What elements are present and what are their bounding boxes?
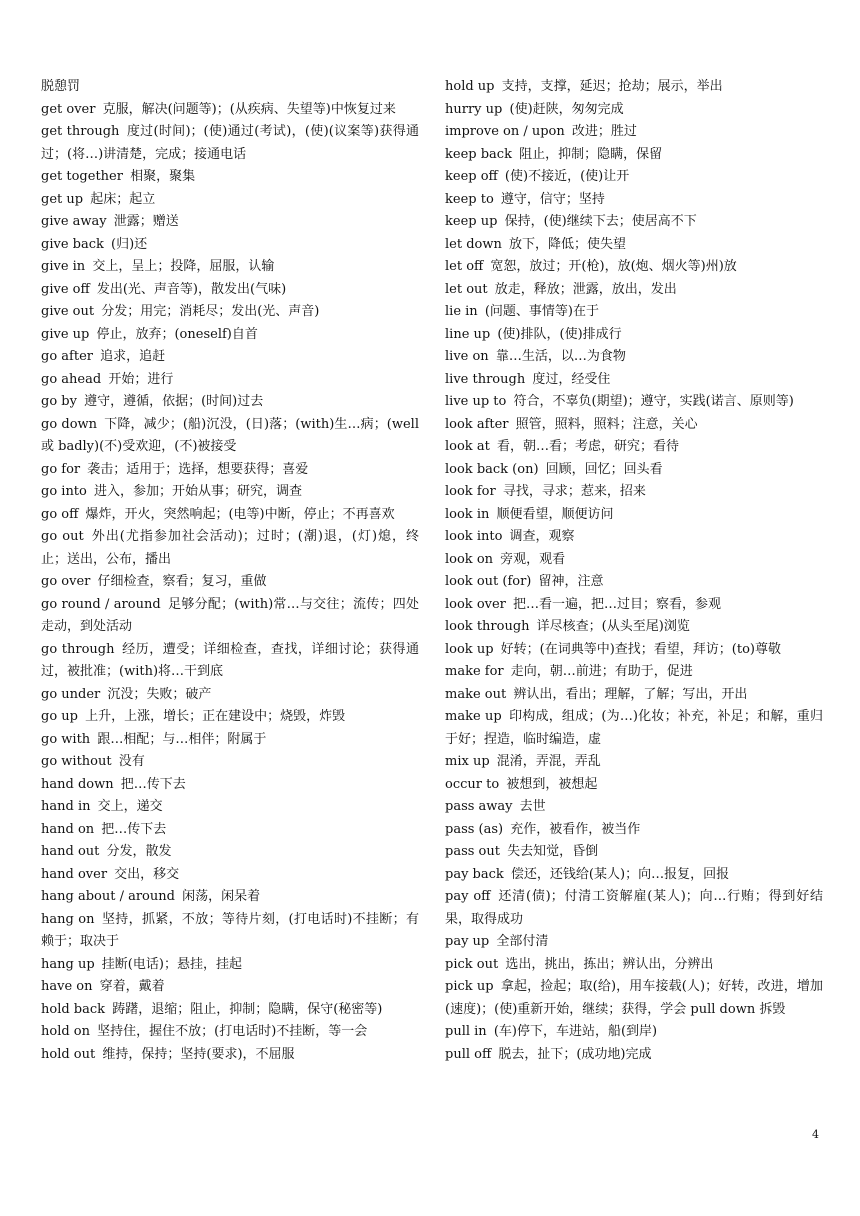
dictionary-entry bbox=[41, 121, 419, 166]
entry-definition: (使)排队，(使)排成行 bbox=[497, 326, 622, 342]
entry-definition: 克服，解决(问题等)；(从疾病、失望等)中恢复过来 bbox=[102, 101, 396, 117]
entry-definition: 宽恕，放过；开(枪)，放(炮、烟火等)州)放 bbox=[490, 259, 737, 274]
entry-term: go over bbox=[41, 574, 91, 589]
entry-term: give off bbox=[41, 281, 90, 297]
entry-definition: 进入，参加；开始从事；研究，调查 bbox=[94, 484, 303, 499]
entry-term: live through bbox=[445, 371, 526, 387]
entry-term: look up bbox=[445, 641, 494, 657]
dictionary-entry bbox=[41, 189, 419, 212]
entry-definition: 调查，观察 bbox=[509, 529, 575, 544]
entry-definition: 选出，挑出，拣出；辨认出，分辨出 bbox=[505, 956, 714, 972]
entry-term: look at bbox=[445, 439, 490, 454]
dictionary-entry bbox=[41, 639, 419, 684]
entry-definition: 拿起，捡起；取(给)，用车接载(人)；好转，改进，增加(速度)；(使)重新开始，继续；获得，学会 pull down 拆毁 bbox=[445, 979, 823, 1017]
entry-definition: 详尽核查；(从头至尾)浏览 bbox=[536, 619, 690, 634]
entry-definition: 把…传下去 bbox=[120, 776, 186, 792]
entry-term: hand out bbox=[41, 844, 100, 859]
dictionary-entry bbox=[445, 166, 823, 189]
dictionary-entry bbox=[41, 1021, 419, 1044]
entry-term: mix up bbox=[445, 754, 490, 769]
dictionary-entry bbox=[445, 121, 823, 144]
entry-term: look for bbox=[445, 484, 496, 499]
entry-term: look through bbox=[445, 619, 530, 634]
entry-definition: 放下，降低；使失望 bbox=[509, 236, 627, 252]
entry-definition: 符合，不辜负(期望)；遵守，实践(诺言、原则等) bbox=[513, 394, 794, 409]
dictionary-entry bbox=[41, 301, 419, 324]
entry-definition: 把…看一遍，把…过目；察看，参观 bbox=[513, 596, 722, 612]
dictionary-entry bbox=[445, 76, 823, 99]
dictionary-entry bbox=[41, 99, 419, 122]
entry-definition: 印构成，组成；(为…)化妆；补充，补足；和解，重归于好；捏造，临时编造，虚 bbox=[445, 709, 823, 747]
entry-term: hold out bbox=[41, 1046, 96, 1062]
dictionary-entry bbox=[41, 684, 419, 707]
dictionary-entry bbox=[445, 234, 823, 257]
entry-definition: (车)停下，车进站，船(到岸) bbox=[493, 1024, 658, 1039]
dictionary-entry bbox=[445, 144, 823, 167]
entry-term: pass (as) bbox=[445, 821, 504, 837]
dictionary-entry bbox=[41, 1044, 419, 1067]
entry-term: go out bbox=[41, 529, 84, 544]
dictionary-entry bbox=[41, 481, 419, 504]
dictionary-entry bbox=[445, 99, 823, 122]
entry-definition: 走向，朝…前进；有助于，促进 bbox=[510, 664, 693, 679]
dictionary-entry bbox=[445, 796, 823, 819]
entry-term: make up bbox=[445, 709, 502, 724]
entry-definition: 混淆，弄混，弄乱 bbox=[496, 754, 601, 769]
dictionary-entry bbox=[445, 211, 823, 234]
dictionary-entry bbox=[41, 751, 419, 774]
entry-definition: 度过，经受住 bbox=[532, 371, 611, 387]
dictionary-entry bbox=[41, 594, 419, 639]
entry-term: pull off bbox=[445, 1046, 492, 1062]
entry-definition: (使)赶陕，匆匆完成 bbox=[509, 101, 624, 117]
entry-definition: 沉没；失败；破产 bbox=[107, 686, 212, 702]
dictionary-entry bbox=[445, 391, 823, 414]
dictionary-entry bbox=[41, 796, 419, 819]
entry-term: go after bbox=[41, 349, 93, 364]
dictionary-entry bbox=[445, 504, 823, 527]
entry-definition: 分发，散发 bbox=[106, 844, 172, 859]
entry-definition: 去世 bbox=[519, 799, 546, 814]
entry-term: pay back bbox=[445, 866, 504, 882]
dictionary-entry bbox=[445, 886, 823, 931]
dictionary-entry bbox=[41, 234, 419, 257]
dictionary-entry bbox=[445, 436, 823, 459]
dictionary-entry bbox=[41, 369, 419, 392]
entry-term: pick up bbox=[445, 979, 494, 994]
entry-definition: 遵守，遵循，依据；(时间)过去 bbox=[84, 394, 264, 409]
entry-term: keep back bbox=[445, 146, 512, 162]
entry-term: make out bbox=[445, 686, 507, 702]
page-number: 4 bbox=[812, 1128, 819, 1141]
dictionary-entry bbox=[445, 414, 823, 437]
entry-definition: 顺便看望，顺便访问 bbox=[496, 506, 614, 522]
dictionary-entry bbox=[41, 706, 419, 729]
entry-term: go with bbox=[41, 731, 91, 747]
dictionary-entry bbox=[445, 324, 823, 347]
dictionary-entry bbox=[445, 1044, 823, 1067]
entry-term: go into bbox=[41, 484, 87, 499]
dictionary-entry bbox=[445, 661, 823, 684]
dictionary-entry bbox=[41, 324, 419, 347]
entry-definition: 没有 bbox=[118, 754, 145, 769]
entry-definition: 旁观，观看 bbox=[500, 551, 566, 567]
entry-term: pay up bbox=[445, 934, 490, 949]
dictionary-entry bbox=[445, 369, 823, 392]
entry-term: pass out bbox=[445, 844, 500, 859]
entry-term: make for bbox=[445, 664, 504, 679]
entry-definition: 开始；进行 bbox=[108, 371, 174, 387]
dictionary-entry bbox=[41, 571, 419, 594]
entry-definition: 坚持住，握住不放；(打电话时)不挂断，等一会 bbox=[97, 1024, 368, 1039]
entry-definition: 爆炸，开火，突然响起；(电等)中断，停止；不再喜欢 bbox=[85, 506, 395, 522]
entry-term: pick out bbox=[445, 956, 499, 972]
dictionary-entry bbox=[41, 346, 419, 369]
entry-term: look out (for) bbox=[445, 574, 532, 589]
dictionary-entry bbox=[445, 1021, 823, 1044]
dictionary-entry bbox=[445, 751, 823, 774]
entry-definition: 停止，放弃；(oneself)自首 bbox=[96, 326, 258, 342]
entry-definition: 脱去，扯下；(成功地)完成 bbox=[498, 1046, 652, 1062]
entry-term: go under bbox=[41, 686, 101, 702]
entry-term: go off bbox=[41, 506, 79, 522]
left-column bbox=[41, 76, 419, 1066]
entry-term: pay off bbox=[445, 889, 491, 904]
entry-definition: 阻止，抑制；隐瞒，保留 bbox=[519, 146, 663, 162]
entry-term: hand down bbox=[41, 776, 114, 792]
entry-term: go for bbox=[41, 461, 81, 477]
entry-definition: 遵守，信守；坚持 bbox=[500, 191, 605, 207]
dictionary-entry bbox=[41, 774, 419, 797]
entry-definition: 泄露；赠送 bbox=[113, 214, 179, 229]
dictionary-entry bbox=[41, 886, 419, 909]
entry-definition: 保持，(使)继续下去；使居高不下 bbox=[504, 214, 697, 229]
entry-definition: 坚持，抓紧，不放；等待片刻，(打电话时)不挂断；有赖于；取决于 bbox=[41, 911, 419, 949]
entry-term: get through bbox=[41, 124, 120, 139]
dictionary-entry bbox=[445, 594, 823, 617]
entry-definition: 把…传下去 bbox=[101, 821, 167, 837]
entry-term: hand in bbox=[41, 799, 91, 814]
dictionary-entry bbox=[445, 841, 823, 864]
dictionary-entry bbox=[41, 526, 419, 571]
entry-term: go ahead bbox=[41, 371, 102, 387]
entry-definition: 度过(时间)；(使)通过(考试)，(使)(议案等)获得通过；(将…)讲清楚，完成；接通电话 bbox=[41, 124, 420, 162]
entry-term: keep up bbox=[445, 214, 498, 229]
entry-term: look into bbox=[445, 529, 503, 544]
entry-term: give out bbox=[41, 304, 95, 319]
dictionary-entry bbox=[41, 459, 419, 482]
entry-definition: 维持，保持；坚持(要求)，不屈服 bbox=[102, 1046, 295, 1062]
entry-definition: 外出(尤指参加社会活动)；过时；(潮)退，(灯)熄，终止；送出，公布，播出 bbox=[41, 529, 419, 567]
entry-definition: 回顾，回忆；回头看 bbox=[545, 461, 663, 477]
entry-definition: 踌躇，退缩；阻止，抑制；隐瞒，保守(秘密等) bbox=[112, 1001, 383, 1017]
dictionary-entry bbox=[445, 976, 823, 1021]
entry-term: go through bbox=[41, 641, 115, 657]
entry-definition: 交上，递交 bbox=[97, 799, 163, 814]
entry-term: hand on bbox=[41, 821, 95, 837]
dictionary-entry bbox=[41, 391, 419, 414]
entry-term: get together bbox=[41, 169, 123, 184]
entry-definition: 起床；起立 bbox=[90, 191, 156, 207]
dictionary-entry bbox=[445, 279, 823, 302]
entry-term: let off bbox=[445, 259, 484, 274]
entry-definition: 全部付清 bbox=[496, 934, 549, 949]
entry-term: live up to bbox=[445, 394, 507, 409]
entry-term: go down bbox=[41, 416, 98, 432]
entry-definition: 下降，减少；(船)沉没，(日)落；(with)生…病；(well 或 badly)(不)受欢迎，(不)被接受 bbox=[41, 416, 419, 454]
entry-term: get up bbox=[41, 191, 84, 207]
dictionary-entry bbox=[41, 954, 419, 977]
entry-definition: 失去知觉，昏倒 bbox=[507, 844, 599, 859]
entry-term: give away bbox=[41, 214, 107, 229]
entry-term: let out bbox=[445, 281, 488, 297]
entry-definition: 偿还，还钱给(某人)；向…报复，回报 bbox=[510, 866, 730, 882]
entry-term: hold on bbox=[41, 1024, 91, 1039]
entry-definition: 寻找，寻求；惹来，招来 bbox=[502, 484, 646, 499]
entry-term: go round / around bbox=[41, 596, 161, 612]
entry-term: look on bbox=[445, 551, 494, 567]
entry-definition: 被想到，被想起 bbox=[506, 776, 598, 792]
entry-definition: 交上，呈上；投降，屈服，认输 bbox=[92, 259, 275, 274]
entry-definition: 好转；(在词典等中)查找；看望，拜访；(to)尊敬 bbox=[500, 641, 781, 657]
dictionary-entry bbox=[445, 706, 823, 751]
dictionary-entry bbox=[445, 256, 823, 279]
entry-term: hang up bbox=[41, 956, 95, 972]
entry-definition: 辨认出，看出；理解，了解；写出，开出 bbox=[513, 686, 748, 702]
entry-definition: (使)不接近，(使)让开 bbox=[504, 169, 630, 184]
entry-definition: 还清(债)；付清工资解雇(某人)；向…行贿；得到好结果，取得成功 bbox=[445, 889, 823, 927]
entry-term: hang about / around bbox=[41, 889, 175, 904]
dictionary-entry bbox=[41, 211, 419, 234]
dictionary-entry bbox=[41, 909, 419, 954]
dictionary-entry bbox=[445, 684, 823, 707]
entry-term: hold up bbox=[445, 79, 495, 94]
dictionary-entry bbox=[41, 999, 419, 1022]
dictionary-entry bbox=[41, 76, 419, 99]
entry-term: keep off bbox=[445, 169, 498, 184]
dictionary-entry bbox=[445, 346, 823, 369]
entry-definition: 分发；用完；消耗尽；发出(光、声音) bbox=[101, 304, 320, 319]
dictionary-entry bbox=[445, 571, 823, 594]
entry-term: go up bbox=[41, 709, 78, 724]
entry-term: keep to bbox=[445, 191, 494, 207]
dictionary-entry bbox=[445, 481, 823, 504]
entry-definition: 看，朝…看；考虑，研究；看待 bbox=[496, 439, 679, 454]
entry-definition: 足够分配；(with)常…与交往；流传；四处走动，到处活动 bbox=[41, 596, 419, 634]
entry-term: line up bbox=[445, 326, 491, 342]
dictionary-entry bbox=[445, 639, 823, 662]
dictionary-entry bbox=[41, 819, 419, 842]
entry-term: look after bbox=[445, 416, 509, 432]
dictionary-entry bbox=[41, 841, 419, 864]
dictionary-entry bbox=[445, 549, 823, 572]
entry-definition: 靠…生活，以…为食物 bbox=[495, 349, 626, 364]
entry-term: hang on bbox=[41, 911, 95, 927]
entry-definition: 追求，追赶 bbox=[100, 349, 166, 364]
dictionary-entry bbox=[445, 954, 823, 977]
dictionary-entry bbox=[41, 279, 419, 302]
dictionary-entry bbox=[41, 729, 419, 752]
dictionary-entry bbox=[41, 166, 419, 189]
entry-definition: 改进；胜过 bbox=[571, 124, 637, 139]
entry-definition: 仔细检查，察看；复习，重做 bbox=[97, 574, 267, 589]
entry-definition: 照管，照料，照料；注意，关心 bbox=[515, 416, 698, 432]
dictionary-entry bbox=[445, 189, 823, 212]
entry-definition: 经历，遭受；详细检查，查找，详细讨论；获得通过，被批准；(with)将…干到底 bbox=[41, 641, 419, 679]
entry-definition: 放走，释放；泄露，放出，发出 bbox=[494, 281, 677, 297]
entry-definition: 留神，注意 bbox=[538, 574, 604, 589]
entry-term: pull in bbox=[445, 1024, 487, 1039]
entry-definition: 充作，被看作，被当作 bbox=[510, 821, 641, 837]
dictionary-entry bbox=[41, 414, 419, 459]
entry-definition: 跟…相配；与…相伴；附属于 bbox=[97, 731, 267, 747]
entry-term: lie in bbox=[445, 304, 478, 319]
entry-term: go by bbox=[41, 394, 77, 409]
entry-term: get over bbox=[41, 101, 96, 117]
entry-term: look in bbox=[445, 506, 490, 522]
entry-term: hold back bbox=[41, 1001, 106, 1017]
dictionary-entry bbox=[445, 616, 823, 639]
dictionary-entry bbox=[445, 931, 823, 954]
entry-definition: 穿着，戴着 bbox=[99, 979, 165, 994]
dictionary-entry bbox=[41, 504, 419, 527]
dictionary-entry bbox=[445, 864, 823, 887]
entry-term: look over bbox=[445, 596, 506, 612]
entry-term: go without bbox=[41, 754, 112, 769]
entry-term: pass away bbox=[445, 799, 513, 814]
dictionary-entry bbox=[445, 301, 823, 324]
dictionary-entry bbox=[41, 864, 419, 887]
entry-definition: 闲荡，闲呆着 bbox=[182, 889, 261, 904]
entry-term: hurry up bbox=[445, 101, 503, 117]
entry-term: live on bbox=[445, 349, 489, 364]
dictionary-entry bbox=[41, 256, 419, 279]
entry-definition: 袭击；适用于；选择，想要获得；喜爱 bbox=[87, 461, 309, 477]
entry-term: give up bbox=[41, 326, 90, 342]
entry-definition: 挂断(电话)；悬挂，挂起 bbox=[101, 956, 242, 972]
entry-term: hand over bbox=[41, 866, 108, 882]
entry-definition: 支持，支撑，延迟；抢劫；展示，举出 bbox=[501, 79, 723, 94]
entry-term: give back bbox=[41, 236, 104, 252]
dictionary-entry bbox=[445, 526, 823, 549]
entry-definition: 交出，移交 bbox=[114, 866, 180, 882]
entry-term: occur to bbox=[445, 776, 500, 792]
entry-term: look back (on) bbox=[445, 461, 539, 477]
dictionary-entry bbox=[445, 774, 823, 797]
entry-definition: 上升，上涨，增长；正在建设中；烧毁，炸毁 bbox=[85, 709, 346, 724]
entry-definition: (归)还 bbox=[111, 236, 148, 252]
dictionary-entry bbox=[445, 459, 823, 482]
dictionary-entry bbox=[41, 976, 419, 999]
dictionary-entry bbox=[445, 819, 823, 842]
entry-definition: (问题、事情等)在于 bbox=[484, 304, 599, 319]
entry-definition: 发出(光、声音等)，散发出(气味) bbox=[96, 281, 287, 297]
entry-term: have on bbox=[41, 979, 93, 994]
right-column bbox=[445, 76, 823, 1066]
entry-term: let down bbox=[445, 236, 502, 252]
entry-term: improve on / upon bbox=[445, 124, 565, 139]
entry-definition: 相聚，聚集 bbox=[130, 169, 196, 184]
entry-definition: 脱憩罚 bbox=[41, 79, 81, 94]
entry-term: give in bbox=[41, 259, 86, 274]
